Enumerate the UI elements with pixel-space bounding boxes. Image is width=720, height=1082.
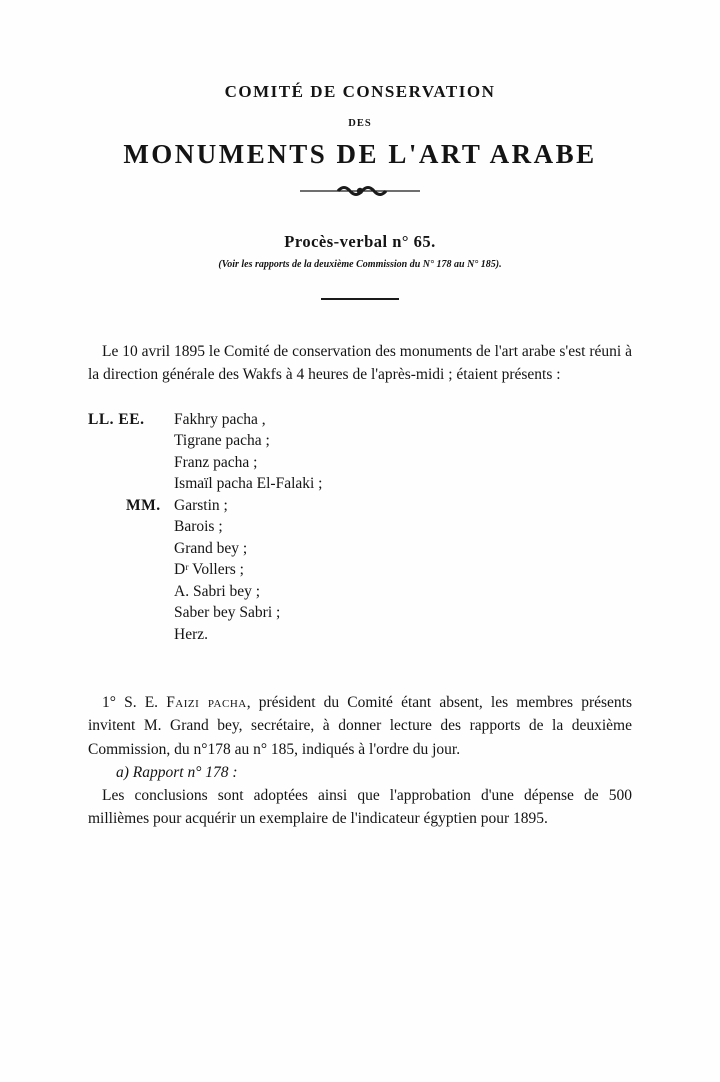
attendee-row: [88, 516, 632, 538]
intro-paragraph: Le 10 avril 1895 le Comité de conservation des monuments de l'art arabe s'est réuni à la direction générale des Wakfs à 4 heures de l'après-midi ; étaient présents :: [88, 343, 632, 384]
attendee-name: Franz pacha ;: [174, 453, 258, 471]
attendee-group-label: [88, 473, 174, 495]
minutes-p1-name-smallcaps: Faizi pacha: [166, 694, 247, 711]
minutes-p1-text-end: , président du Comité étant absent, les membres présents invitent M. Grand bey, secrétaire, à donner lecture des rapports de la deuxième Commission, du n°178 au n° 185, indiqués à l'ordre du jour.: [88, 694, 633, 758]
proces-verbal-note: (Voir les rapports de la deuxième Commission du N° 178 au N° 185).: [218, 259, 502, 270]
attendee-row: [88, 581, 632, 603]
attendee-group-label: [88, 581, 174, 603]
minutes-p1-text-start: 1° S. E.: [102, 694, 167, 711]
attendee-row: [88, 602, 632, 624]
attendee-name: Garstin ;: [174, 496, 228, 514]
minutes-paragraph-2: Les conclusions sont adoptées ainsi que l'approbation d'une dépense de 500 millièmes pour acquérir un exemplaire de l'indicateur égyptien pour 1895.: [88, 787, 632, 828]
attendee-row: [88, 473, 632, 495]
horizontal-rule: [321, 298, 399, 300]
attendee-name: Fakhry pacha ,: [174, 410, 266, 428]
attendee-row: [88, 430, 632, 452]
attendees-list: [88, 409, 632, 646]
attendee-row: [88, 538, 632, 560]
attendee-row: [88, 495, 632, 517]
document-header: [88, 82, 632, 198]
attendee-group-label: [88, 430, 174, 452]
attendee-name: Ismaïl pacha El-Falaki ;: [174, 475, 323, 492]
attendee-name: Saber bey Sabri ;: [174, 604, 281, 621]
attendee-group-label: [88, 559, 174, 581]
proces-verbal-heading: [88, 232, 632, 300]
attendee-name: Dʳ Vollers ;: [174, 561, 244, 578]
attendee-name: Herz.: [174, 625, 208, 643]
attendee-group-label: [88, 624, 174, 646]
attendee-group-label: [88, 452, 174, 474]
attendee-row: [88, 559, 632, 581]
attendee-name: Barois ;: [174, 518, 223, 535]
attendee-row: [88, 409, 632, 431]
attendee-name: Tigrane pacha ;: [174, 432, 270, 449]
report-item-a: a) Rapport n° 178 :: [116, 763, 238, 781]
proces-verbal-title: Procès-verbal n° 65.: [284, 232, 436, 251]
attendee-group-label: [88, 602, 174, 624]
committee-title-line1: COMITÉ DE CONSERVATION: [224, 82, 496, 101]
attendee-name: A. Sabri bey ;: [174, 582, 261, 600]
attendee-row: [88, 452, 632, 474]
attendee-group-label: [88, 538, 174, 560]
attendee-group-label: MM.: [126, 496, 161, 514]
ornament-icon: [300, 184, 420, 198]
minutes-paragraph-1: [88, 691, 632, 761]
attendee-row: [88, 624, 632, 646]
attendee-group-label: LL. EE.: [88, 410, 145, 428]
committee-title-line3: MONUMENTS DE L'ART ARABE: [123, 139, 597, 169]
committee-title-line2: DES: [348, 118, 372, 129]
attendee-name: Grand bey ;: [174, 539, 248, 557]
ornament-divider: [88, 184, 632, 198]
document-body: [88, 340, 632, 831]
attendee-group-label: [88, 516, 174, 538]
